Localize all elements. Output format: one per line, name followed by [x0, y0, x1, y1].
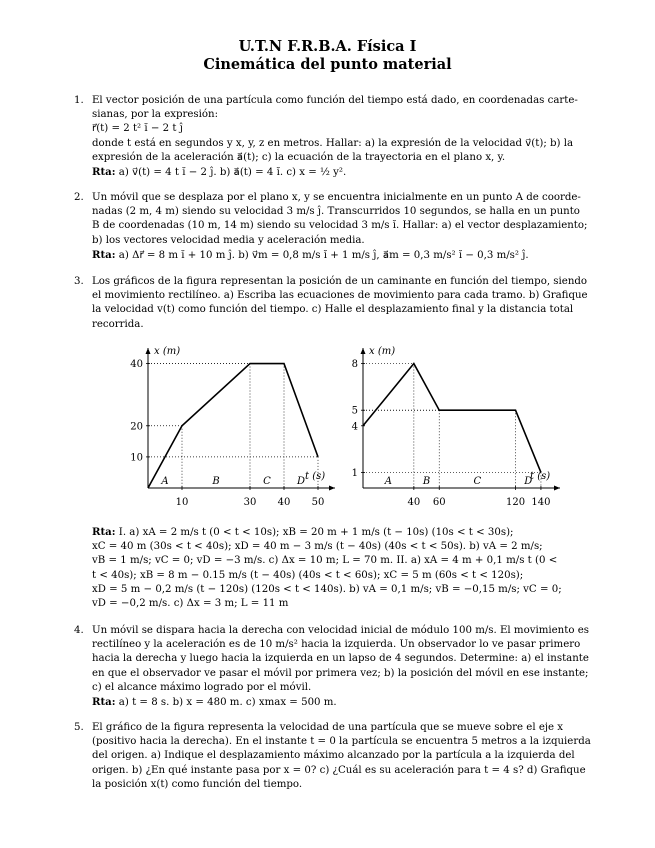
problem-text-line: b) los vectores velocidad media y aceleración media.	[92, 234, 365, 246]
x-tick-label: 40	[407, 497, 421, 508]
answer-label: Rta:	[92, 696, 116, 709]
answer-line	[92, 525, 594, 540]
problem-number: 4.	[74, 625, 84, 636]
y-tick-label: 4	[351, 421, 358, 433]
problem-3-answer	[92, 525, 594, 611]
problem-text-line: Los gráficos de la figura representan la posición de un caminante en función del tiempo, siendo	[92, 276, 588, 287]
answer-line: t < 40s); xB = 8 m − 0.15 m/s (t − 40s) (40s < t < 60s); xC = 5 m (60s < t < 120s);	[92, 569, 524, 581]
problem-5	[74, 721, 594, 792]
y-tick-label: 10	[130, 452, 143, 464]
y-axis-arrow	[146, 348, 151, 354]
answer-label: Rta:	[92, 248, 116, 261]
problem-number: 3.	[74, 276, 84, 287]
y-axis-arrow	[361, 348, 366, 354]
problem-text-line: la velocidad v(t) como función del tiempo. c) Halle el desplazamiento final y la distancia total	[92, 304, 574, 316]
answer-label: Rta:	[92, 526, 116, 538]
problem-4	[74, 624, 594, 710]
problem-text-line: El gráfico de la figura representa la velocidad de una partícula que se mueve sobre el eje x	[92, 722, 564, 733]
segment-label: B	[422, 476, 431, 487]
segment-label: B	[212, 476, 220, 487]
problem-number: 2.	[74, 192, 84, 203]
problem-3	[74, 275, 594, 332]
answer-text: I. a) xA = 2 m/s t (0 < t < 10s); xB = 20 m + 1 m/s (t − 10s) (10s < t < 30s);	[118, 527, 514, 538]
segment-label: A	[384, 476, 393, 487]
problem-text-line: expresión de la aceleración a⃗(t); c) la ecuación de la trayectoria en el plano x, y.	[92, 151, 506, 163]
problem-text-line: hacia la derecha y luego hacia la izquierda en un lapso de 4 segundos. Determine: a) el instante	[92, 653, 589, 665]
answer-line: vD = −0,2 m/s. c) Δx = 3 m; L = 11 m	[92, 598, 289, 610]
position-graph-2	[345, 340, 570, 508]
problem-text-line: sianas, por la expresión:	[92, 109, 219, 121]
x-tick-label: 30	[243, 497, 257, 508]
answer-line: xC = 40 m (30s < t < 40s); xD = 40 m − 3 m/s (t − 40s) (40s < t < 50s). b) vA = 2 m/s;	[92, 541, 543, 553]
problem-text-line: origen. b) ¿En qué instante pasa por x = 0? c) ¿Cuál es su aceleración para t = 4 s? d) Grafique	[92, 764, 586, 776]
problem-text-line: recorrida.	[92, 318, 144, 330]
problem-text-line: Un móvil se dispara hacia la derecha con velocidad inicial de módulo 100 m/s. El movimiento es	[92, 625, 589, 636]
x-axis-arrow	[329, 486, 335, 491]
position-graph-1	[130, 340, 345, 508]
y-tick-label: 8	[351, 359, 358, 371]
document-subtitle: Cinemática del punto material	[203, 56, 452, 73]
y-axis-label: x (m)	[369, 346, 396, 357]
segment-label: D	[296, 476, 306, 487]
answer-line	[92, 248, 594, 263]
problem-text-line: en que el observador ve pasar el móvil por primera vez; b) la posición del móvil en ese instante;	[92, 667, 589, 679]
answer-line	[92, 165, 594, 180]
x-tick-label: 60	[432, 497, 446, 508]
x-axis-label: t (s)	[305, 471, 326, 482]
problem-number: 1.	[74, 95, 84, 106]
segment-label: C	[263, 476, 271, 487]
answer-text: a) v⃗(t) = 4 t ĭ − 2 ĵ. b) a⃗(t) = 4 ĭ. c) x = ½ y².	[118, 167, 347, 179]
x-tick-label: 140	[531, 497, 551, 508]
x-axis-arrow	[554, 486, 560, 491]
answer-label: Rta:	[92, 166, 116, 179]
answer-text: a) t = 8 s. b) x = 480 m. c) xmax = 500 m.	[118, 697, 337, 709]
x-tick-label: 120	[505, 497, 526, 508]
y-tick-label: 20	[130, 421, 143, 433]
problem-text-line: r⃗(t) = 2 t² ĭ − 2 t ĵ	[92, 123, 183, 135]
problem-1	[74, 94, 594, 180]
answer-line: xD = 5 m − 0,2 m/s (t − 120s) (120s < t < 140s). b) vA = 0,1 m/s; vB = −0,15 m/s; vC = 0;	[92, 583, 562, 595]
segment-label: A	[161, 476, 169, 487]
document-title: U.T.N F.R.B.A. Física I	[238, 38, 417, 55]
answer-line: vB = 1 m/s; vC = 0; vD = −3 m/s. c) Δx = 10 m; L = 70 m. II. a) xA = 4 m + 0,1 m/s t (0 <	[92, 555, 558, 567]
answer-line	[92, 695, 594, 710]
position-curve	[148, 364, 318, 488]
problem-2	[74, 191, 594, 263]
problem-text-line: la posición x(t) como función del tiempo.	[92, 778, 303, 790]
problem-text-line: nadas (2 m, 4 m) siendo su velocidad 3 m/s ĵ. Transcurridos 10 segundos, se halla en un punto	[92, 206, 580, 218]
problem-text-line: rectilíneo y la aceleración es de 10 m/s² hacia la izquierda. Un observador lo ve pasar primero	[92, 639, 581, 651]
segment-label: C	[473, 476, 482, 487]
y-tick-label: 1	[351, 467, 358, 479]
problem-text-line: del origen. a) Indique el desplazamiento máximo alcanzado por la partícula a la izquierda del	[92, 750, 575, 762]
y-axis-label: x (m)	[154, 346, 181, 357]
position-curve	[363, 364, 541, 473]
problem-text-line: B de coordenadas (10 m, 14 m) siendo su velocidad 3 m/s ĭ. Hallar: a) el vector desplazamiento;	[92, 220, 588, 232]
answer-text: a) Δr⃗ = 8 m ĭ + 10 m ĵ. b) v⃗m = 0,8 m/s ĭ + 1 m/s ĵ, a⃗m = 0,3 m/s² ĭ − 0,3 m/s² ĵ.	[118, 249, 529, 261]
problem-text-line: el movimiento rectilíneo. a) Escriba las ecuaciones de movimiento para cada tramo. b) Grafique	[92, 290, 588, 302]
x-axis-label: t (s)	[530, 471, 551, 482]
y-tick-label: 40	[130, 359, 143, 371]
problem-number: 5.	[74, 722, 84, 733]
problem-text-line: Un móvil que se desplaza por el plano x, y se encuentra inicialmente en un punto A de coorde-	[92, 192, 581, 203]
problem-text-line: donde t está en segundos y x, y, z en metros. Hallar: a) la expresión de la velocidad v⃗(t); b) la	[92, 137, 574, 149]
y-tick-label: 5	[351, 405, 358, 417]
x-tick-label: 40	[277, 497, 291, 508]
problem-text-line: El vector posición de una partícula como función del tiempo está dado, en coordenadas carte-	[92, 95, 578, 106]
problem-text-line: c) el alcance máximo logrado por el móvil.	[92, 681, 312, 693]
x-tick-label: 10	[175, 497, 189, 508]
problem-text-line: (positivo hacia la derecha). En el instante t = 0 la partícula se encuentra 5 metros a la izquierda	[92, 736, 591, 748]
segment-label: D	[524, 476, 533, 487]
x-tick-label: 50	[311, 497, 325, 508]
